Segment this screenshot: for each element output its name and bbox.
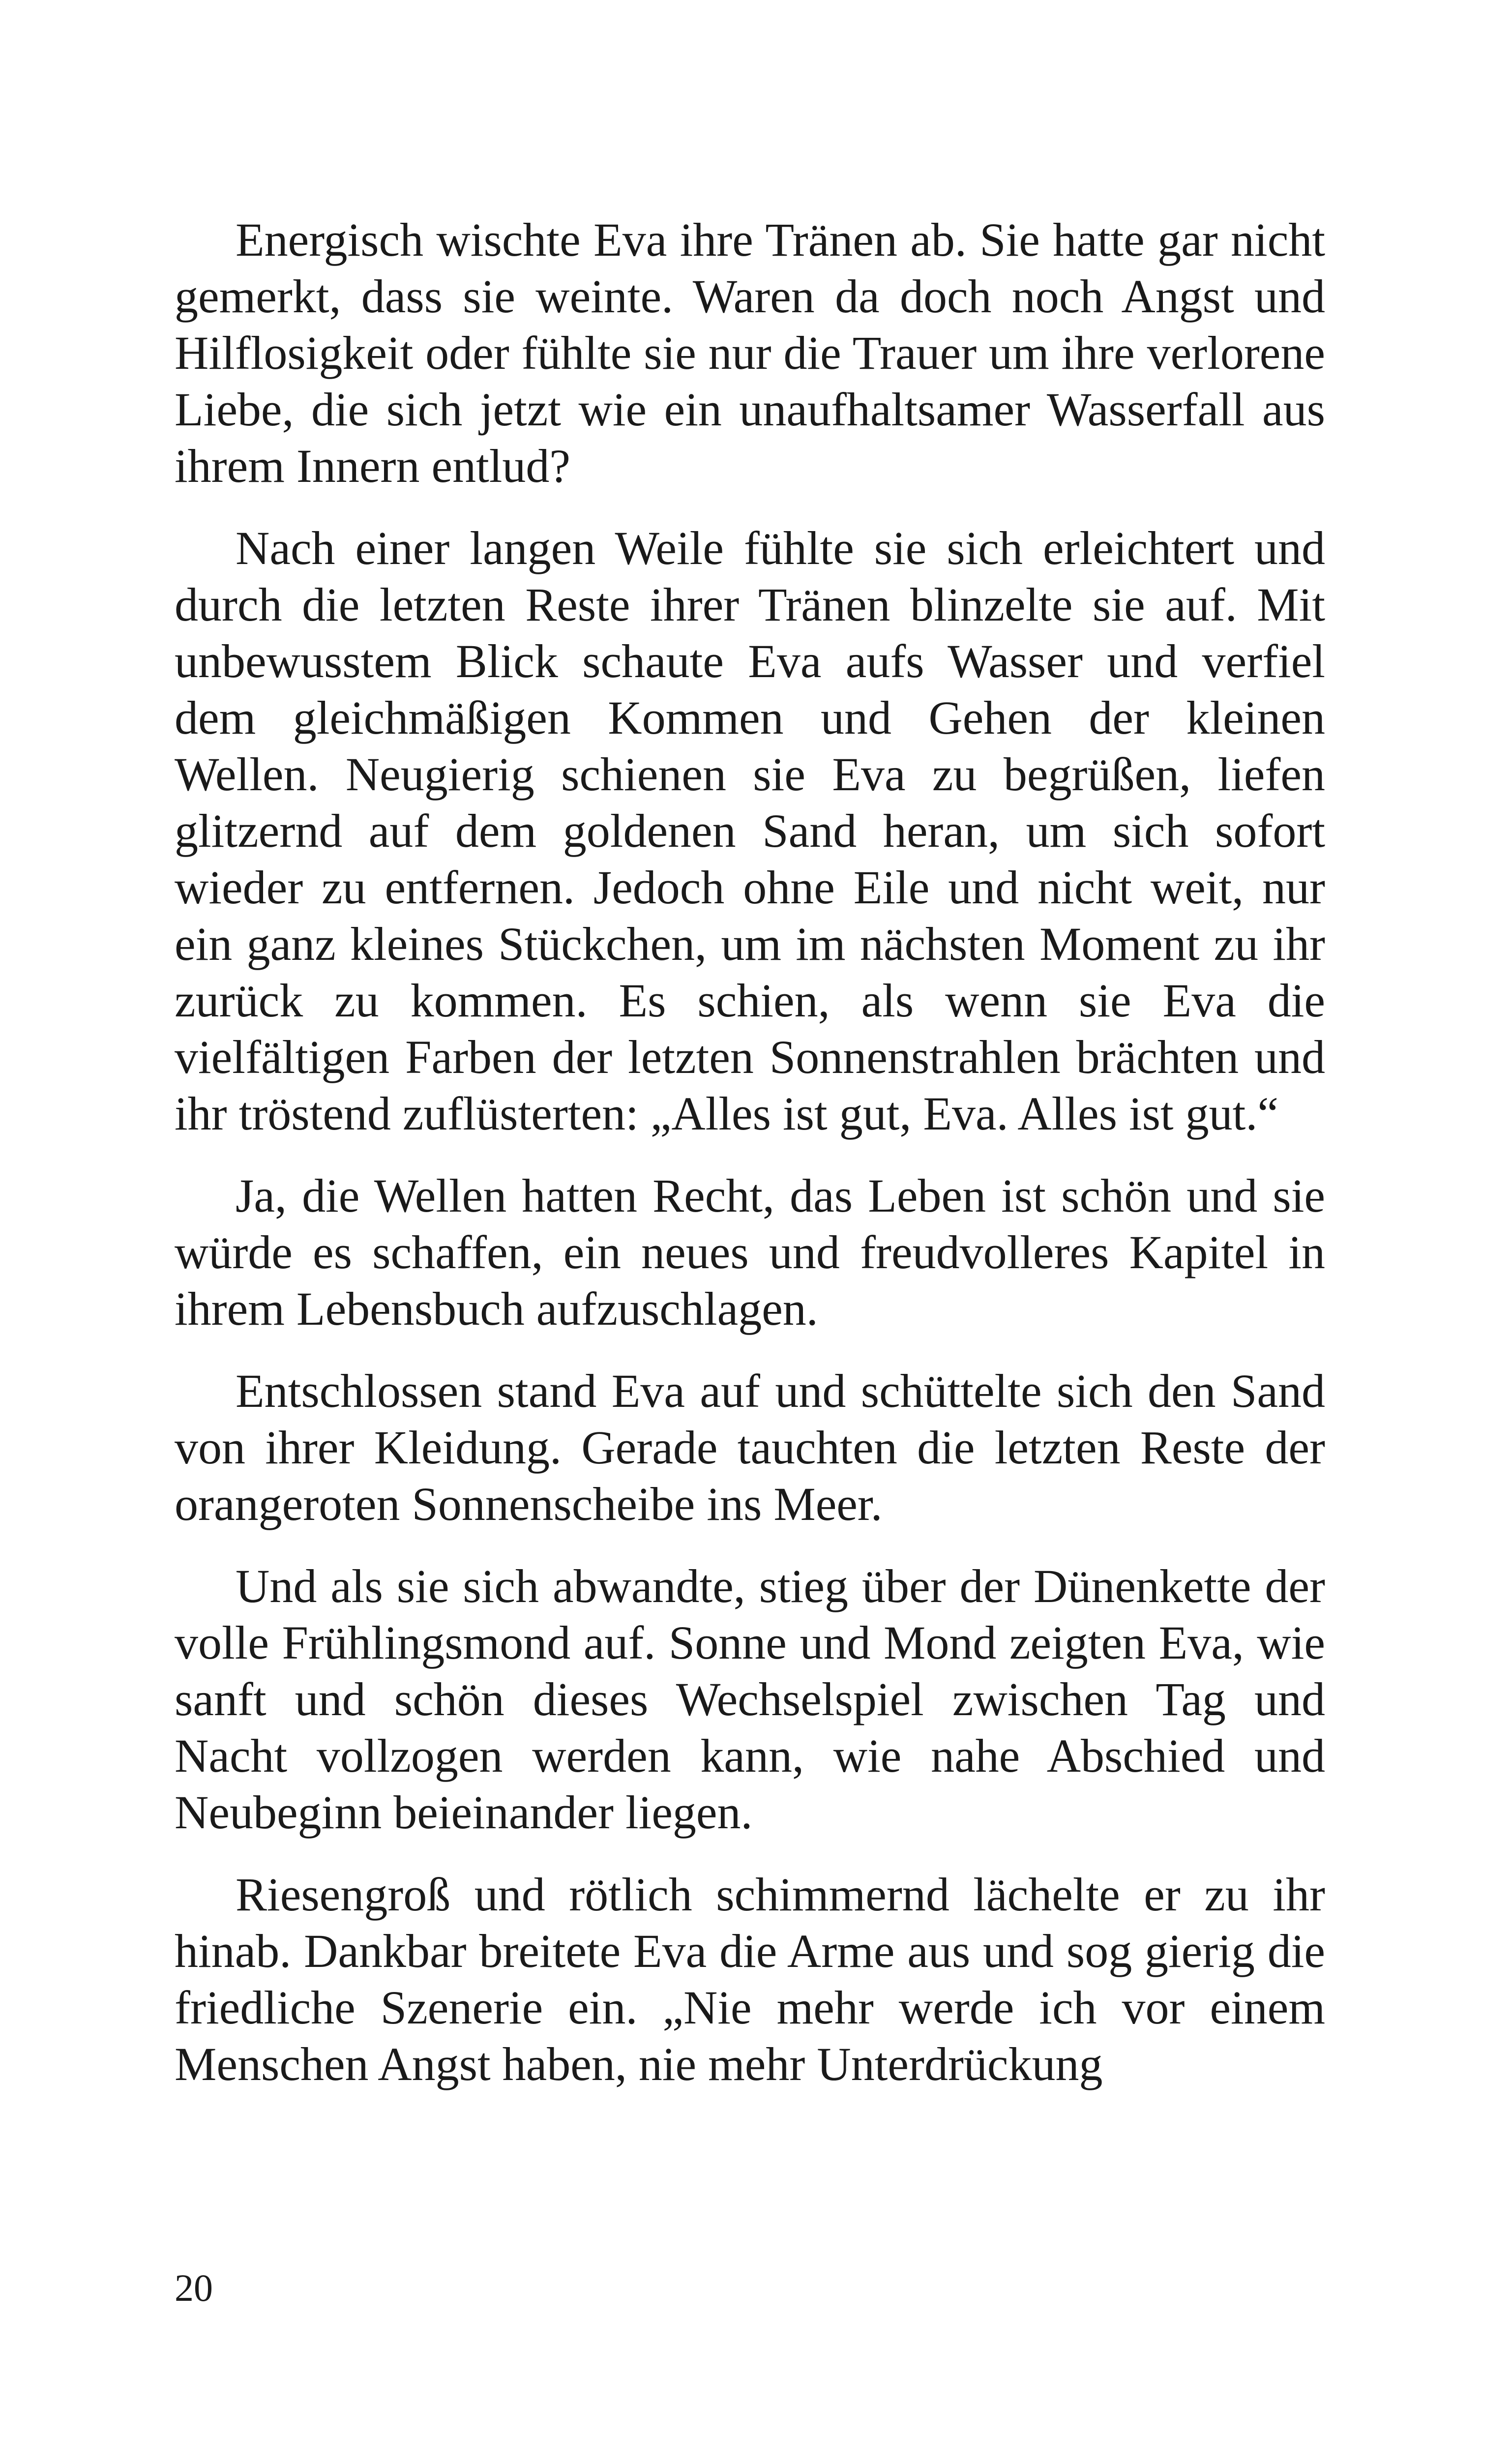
paragraph-5: Und als sie sich abwandte, stieg über der Dünenkette der volle Frühlingsmond auf. Sonne und Mond zeigten Eva, wie sanft und schön dieses Wechselspiel zwischen Tag und Nacht vollzogen werden kann, wie nahe Abschied und Neubeginn beieinander liegen. [175, 1560, 1325, 1839]
paragraph-3: Ja, die Wellen hatten Recht, das Leben ist schön und sie würde es schaffen, ein neues und freudvolleres Kapitel in ihrem Lebensbuch aufzuschlagen. [175, 1169, 1325, 1335]
paragraph-4: Entschlossen stand Eva auf und schüttelte sich den Sand von ihrer Kleidung. Gerade tauchten die letzten Reste der orangeroten Sonnenscheibe ins Meer. [175, 1365, 1325, 1530]
body-text [175, 211, 1325, 2118]
page-number: 20 [175, 2266, 213, 2309]
paragraph-2: Nach einer langen Weile fühlte sie sich erleichtert und durch die letzten Reste ihrer Tränen blinzelte sie auf. Mit unbewusstem Blick schaute Eva aufs Wasser und verfiel dem gleichmäßigen Kommen und Gehen der kleinen Wellen. Neugierig schienen sie Eva zu begrüßen, liefen glitzernd auf dem goldenen Sand heran, um sich sofort wieder zu entfernen. Jedoch ohne Eile und nicht weit, nur ein ganz kleines Stückchen, um im nächsten Moment zu ihr zurück zu kommen. Es schien, als wenn sie Eva die vielfältigen Farben der letzten Sonnenstrahlen brächten und ihr tröstend zuflüsterten: „Alles ist gut, Eva. Alles ist gut.“ [175, 522, 1325, 1140]
paragraph-6: Riesengroß und rötlich schimmernd lächelte er zu ihr hinab. Dankbar breitete Eva die Arme aus und sog gierig die friedliche Szenerie ein. „Nie mehr werde ich vor einem Menschen Angst haben, nie mehr Unterdrückung [175, 1868, 1325, 2090]
paragraph-1: Energisch wischte Eva ihre Tränen ab. Sie hatte gar nicht gemerkt, dass sie weinte. Waren da doch noch Angst und Hilflosigkeit oder fühlte sie nur die Trauer um ihre verlorene Liebe, die sich jetzt wie ein unaufhaltsamer Wasserfall aus ihrem Innern entlud? [175, 213, 1325, 492]
